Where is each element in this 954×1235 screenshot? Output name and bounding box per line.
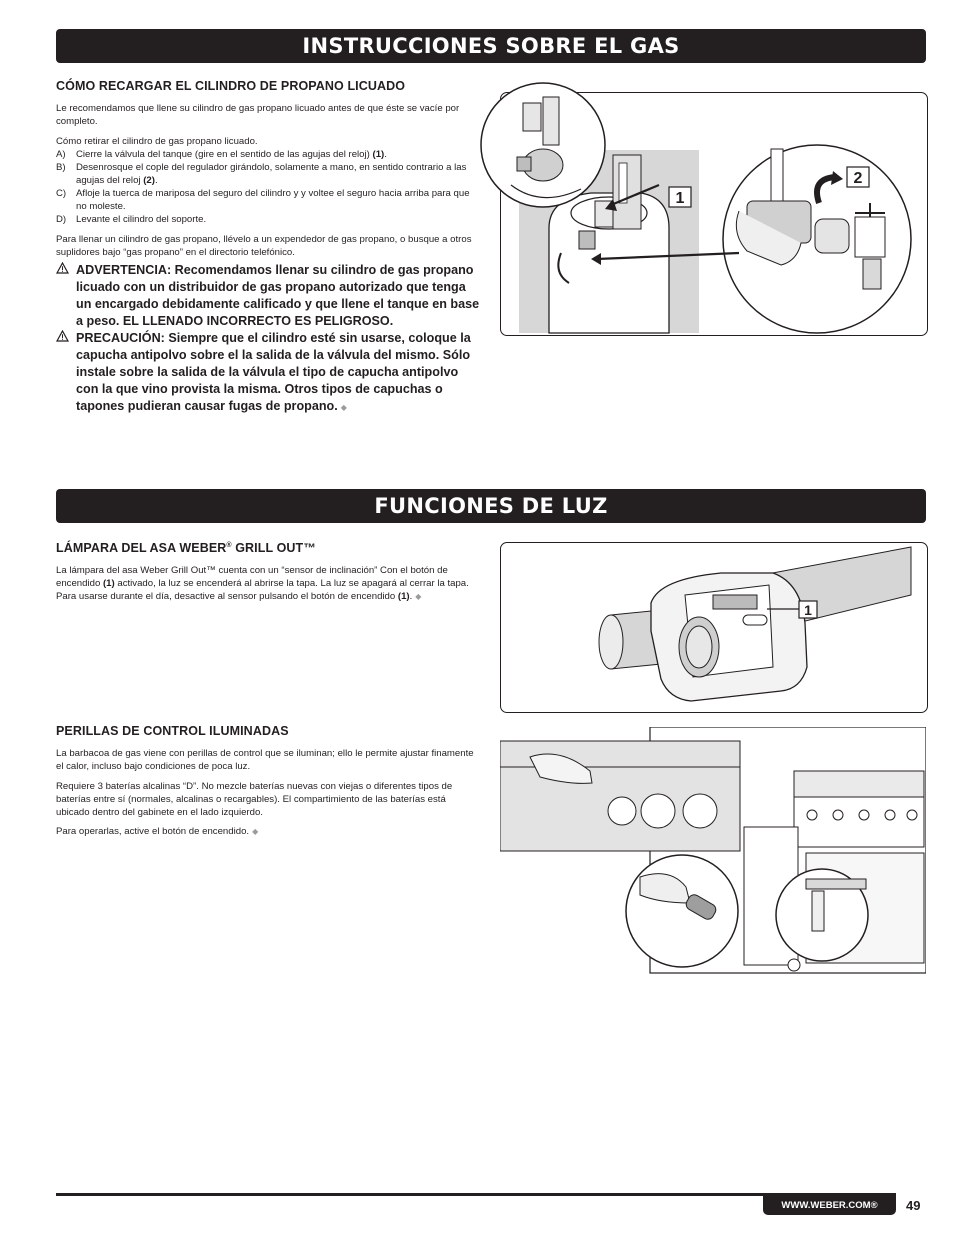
caution-text: PRECAUCIÓN: Siempre que el cilindro esté sin usarse, coloque la capucha antipolvo sobre el la salida de la válvula del mismo. Sólo instale sobre la salida de la válvula el tipo de capucha antipolvo con la que vino provista la misma. Otros tipos de capuchas o tapones pudieran causar fugas de propano. xyxy=(76,331,471,413)
knobs-subheading: PERILLAS DE CONTROL ILUMINADAS xyxy=(56,724,289,738)
footer-url: WWW.WEBER.COM® xyxy=(763,1196,896,1215)
illuminated-knobs-figure xyxy=(500,727,926,975)
lamp-text-column xyxy=(56,541,480,610)
end-diamond-icon: ◆ xyxy=(415,592,422,601)
end-diamond-icon: ◆ xyxy=(340,403,347,412)
warning-icon xyxy=(56,262,69,274)
gas-steps-intro: Cómo retirar el cilindro de gas propano licuado. xyxy=(56,136,258,147)
page-number: 49 xyxy=(906,1198,921,1213)
batteries-description: Requiere 3 baterías alcalinas “D”. No mezcle baterías nuevas con viejas o diferentes tipos de baterías entre sí (normales, alcalinas o recargables). El compartimiento de las baterías está ubicado dentro del gabinete en el lado izquierdo. xyxy=(56,781,453,818)
knobs-text-column xyxy=(56,724,480,845)
lamp-callout-label: 1 xyxy=(804,602,812,618)
gas-steps-list xyxy=(56,148,480,226)
operate-instructions: Para operarlas, active el botón de encendido. ◆ xyxy=(56,826,259,837)
section-title-gas: INSTRUCCIONES SOBRE EL GAS xyxy=(302,34,680,58)
propane-cylinder-figure xyxy=(500,92,928,336)
lamp-description: La lámpara del asa Weber Grill Out™ cuenta con un “sensor de inclinación” Con el botón de encendido (1) activado, la luz se encenderá al abrirse la tapa. La luz se apagará al cerrar la tapa. Para usarse durante el día, desactive al sensor pulsando el botón de encendido (1). ◆ xyxy=(56,565,469,602)
propane-cylinder-illustration xyxy=(501,93,927,335)
list-item: A) Cierre la válvula del tanque (gire en el sentido de las agujas del reloj) (1). xyxy=(56,149,387,160)
knobs-description: La barbacoa de gas viene con perillas de control que se iluminan; ello le permite ajustar finamente el calor, incluso bajo condiciones de poca luz. xyxy=(56,748,474,772)
list-item: C) Afloje la tuerca de mariposa del seguro del cilindro y y voltee el seguro hacia arriba para que no moleste. xyxy=(56,188,470,212)
section-banner-light xyxy=(56,489,926,523)
handle-lamp-illustration xyxy=(501,543,927,712)
gas-refill-text: Para llenar un cilindro de gas propano, llévelo a un expendedor de gas propano, o busque a otros suplidores bajo “gas propano” en el directorio telefónico. xyxy=(56,234,472,258)
warning-text: ADVERTENCIA: Recomendamos llenar su cilindro de gas propano licuado con un distribuidor de gas propano autorizado que tenga un encargado debidamente calificado y que llene el tanque en base a peso. EL LLENADO INCORRECTO ES PELIGROSO. xyxy=(76,263,480,328)
callout-1-label: 1 xyxy=(675,190,685,207)
list-item: D) Levante el cilindro del soporte. xyxy=(56,214,207,225)
caution-icon xyxy=(56,330,69,342)
gas-text-column xyxy=(56,79,480,416)
section-banner-gas xyxy=(56,29,926,63)
handle-lamp-figure xyxy=(500,542,928,713)
end-diamond-icon: ◆ xyxy=(252,827,259,836)
section-title-light: FUNCIONES DE LUZ xyxy=(374,494,608,518)
gas-subheading: CÓMO RECARGAR EL CILINDRO DE PROPANO LICUADO xyxy=(56,79,406,93)
illuminated-knobs-illustration xyxy=(500,727,926,975)
list-item: B) Desenrosque el cople del regulador girándolo, solamente a mano, en sentido contrario a las agujas del reloj (2). xyxy=(56,162,467,186)
callout-2-label: 2 xyxy=(853,170,863,187)
gas-intro: Le recomendamos que llene su cilindro de gas propano licuado antes de que éste se vacíe por completo. xyxy=(56,103,460,127)
lamp-subheading: LÁMPARA DEL ASA WEBER® GRILL OUT™ xyxy=(56,541,316,555)
caution-block xyxy=(56,330,480,416)
warning-block xyxy=(56,262,480,330)
